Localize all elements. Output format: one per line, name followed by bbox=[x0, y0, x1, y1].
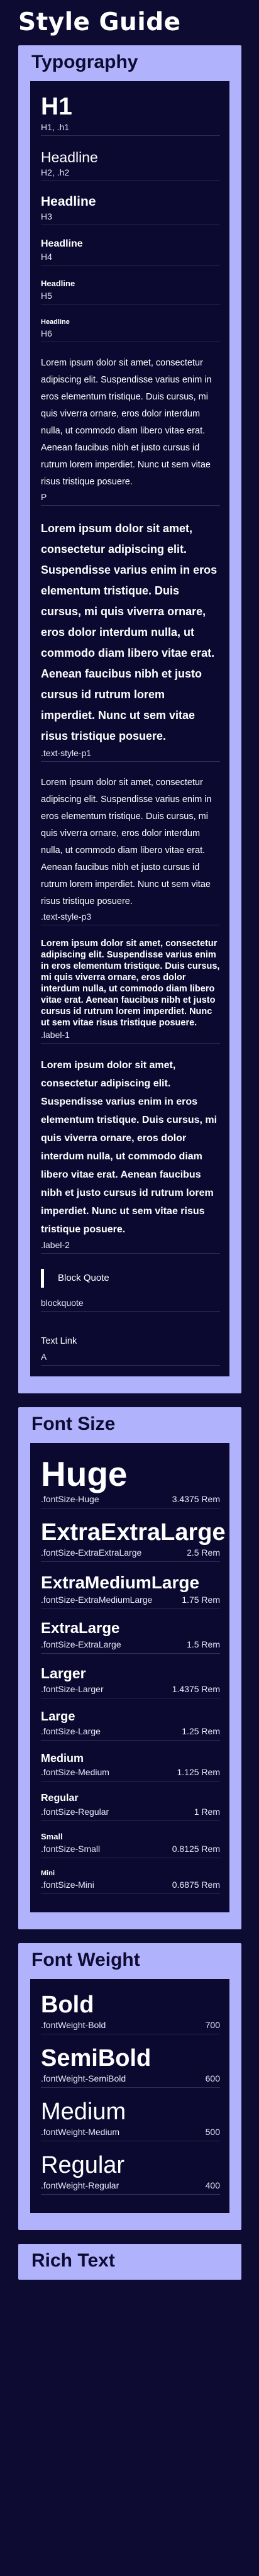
font-size-name: .fontSize-ExtraMediumLarge bbox=[41, 1595, 153, 1605]
page-title: Style Guide bbox=[18, 8, 181, 36]
font-size-sample: ExtraExtraLarge bbox=[41, 1519, 226, 1546]
p3-label: .text-style-p3 bbox=[41, 910, 220, 925]
font-size-value: 1.25 Rem bbox=[182, 1726, 220, 1736]
font-weight-card bbox=[30, 1979, 229, 2213]
font-size-value: 1 Rem bbox=[194, 1807, 220, 1817]
font-size-name: .fontSize-Large bbox=[41, 1726, 101, 1736]
font-size-row bbox=[41, 1683, 220, 1698]
font-size-sample: ExtraMediumLarge bbox=[41, 1573, 200, 1592]
font-weight-name: .fontWeight-SemiBold bbox=[41, 2073, 126, 2083]
h1-sample: H1 bbox=[41, 93, 72, 120]
font-size-section bbox=[18, 1407, 241, 1929]
p-label: P bbox=[41, 491, 220, 506]
font-weight-value: 400 bbox=[205, 2180, 220, 2190]
p1-label: .text-style-p1 bbox=[41, 747, 220, 762]
h6-sample: Headline bbox=[41, 318, 70, 326]
font-weight-sample: Regular bbox=[41, 2152, 125, 2178]
label2-label: .label-2 bbox=[41, 1239, 220, 1254]
font-size-value: 0.8125 Rem bbox=[172, 1844, 220, 1854]
font-size-sample: Small bbox=[41, 1832, 63, 1841]
p1-sample: Lorem ipsum dolor sit amet, consectetur adipiscing elit. Suspendisse varius enim in eros elementum tristique. Duis cursus, mi quis viverra ornare, eros dolor interdum nulla, ut commodo diam libero vitae erat. Aenean faucibus nibh et justo cursus id rutrum lorem imperdiet. Nunc ut sem vitae risus tristique posuere. bbox=[41, 522, 218, 742]
h5-label: H5 bbox=[41, 289, 220, 304]
font-weight-value: 500 bbox=[205, 2127, 220, 2137]
font-weight-row bbox=[41, 2126, 220, 2141]
font-size-row bbox=[41, 1725, 220, 1741]
font-size-title: Font Size bbox=[31, 1413, 116, 1434]
font-size-value: 1.5 Rem bbox=[187, 1639, 220, 1649]
font-weight-value: 600 bbox=[205, 2073, 220, 2083]
typography-card bbox=[30, 81, 229, 1376]
p3-sample: Lorem ipsum dolor sit amet, consectetur adipiscing elit. Suspendisse varius enim in eros elementum tristique. Duis cursus, mi quis viverra ornare, eros dolor interdum nulla, ut commodo diam libero vitae erat. Aenean faucibus nibh et justo cursus id rutrum lorem imperdiet. Nunc ut sem vitae risus tristique posuere. bbox=[41, 778, 212, 906]
font-size-row bbox=[41, 1493, 220, 1508]
font-weight-name: .fontWeight-Regular bbox=[41, 2180, 119, 2190]
label1-sample: Lorem ipsum dolor sit amet, consectetur adipiscing elit. Suspendisse varius enim in eros elementum tristique. Duis cursus, mi quis viverra ornare, eros dolor interdum nulla, ut commodo diam libero vitae erat. Aenean faucibus nibh et justo cursus id rutrum lorem imperdiet. Nunc ut sem vitae risus tristique posuere. bbox=[41, 939, 220, 1028]
font-size-row bbox=[41, 1843, 220, 1858]
font-size-row bbox=[41, 1593, 220, 1609]
font-weight-sample: Medium bbox=[41, 2099, 126, 2125]
font-weight-name: .fontWeight-Medium bbox=[41, 2127, 120, 2137]
h1-label: H1, .h1 bbox=[41, 121, 220, 136]
font-size-sample: Medium bbox=[41, 1752, 84, 1765]
font-weight-sample: Bold bbox=[41, 1992, 94, 2018]
font-weight-title: Font Weight bbox=[31, 1949, 140, 1970]
font-size-value: 1.75 Rem bbox=[182, 1595, 220, 1605]
link-label: A bbox=[41, 1351, 220, 1366]
font-size-name: .fontSize-Larger bbox=[41, 1684, 104, 1694]
font-size-card bbox=[30, 1443, 229, 1912]
font-size-row bbox=[41, 1766, 220, 1781]
h2-sample: Headline bbox=[41, 149, 98, 165]
font-size-name: .fontSize-Small bbox=[41, 1844, 101, 1854]
font-size-sample: Regular bbox=[41, 1793, 79, 1804]
h6-label: H6 bbox=[41, 327, 220, 342]
h4-label: H4 bbox=[41, 250, 220, 265]
h2-label: H2, .h2 bbox=[41, 166, 220, 181]
rich-text-title: Rich Text bbox=[31, 2250, 115, 2271]
font-size-name: .fontSize-ExtraExtraLarge bbox=[41, 1547, 142, 1558]
font-weight-value: 700 bbox=[205, 2020, 220, 2030]
h4-sample: Headline bbox=[41, 238, 83, 249]
text-link[interactable]: Text Link bbox=[41, 1336, 77, 1346]
font-size-value: 0.6875 Rem bbox=[172, 1880, 220, 1890]
font-size-value: 2.5 Rem bbox=[187, 1547, 220, 1558]
font-weight-sample: SemiBold bbox=[41, 2045, 152, 2071]
font-size-row bbox=[41, 1546, 220, 1562]
font-size-name: .fontSize-Medium bbox=[41, 1767, 109, 1777]
p-sample: Lorem ipsum dolor sit amet, consectetur adipiscing elit. Suspendisse varius enim in eros elementum tristique. Duis cursus, mi quis viverra ornare, eros dolor interdum nulla, ut commodo diam libero vitae erat. Aenean faucibus nibh et justo cursus id rutrum lorem imperdiet. Nunc ut sem vitae risus tristique posuere. bbox=[41, 358, 212, 487]
font-size-value: 3.4375 Rem bbox=[172, 1494, 220, 1504]
h3-sample: Headline bbox=[41, 194, 96, 209]
font-weight-row bbox=[41, 2019, 220, 2034]
blockquote-label: blockquote bbox=[41, 1296, 220, 1312]
label2-sample: Lorem ipsum dolor sit amet, consectetur adipiscing elit. Suspendisse varius enim in eros elementum tristique. Duis cursus, mi quis viverra ornare, eros dolor interdum nulla, ut commodo diam libero vitae erat. Aenean faucibus nibh et justo cursus id rutrum lorem imperdiet. Nunc ut sem vitae risus tristique posuere. bbox=[41, 1060, 218, 1235]
blockquote-sample: Block Quote bbox=[41, 1269, 220, 1288]
font-size-row bbox=[41, 1878, 220, 1894]
font-size-sample: Large bbox=[41, 1710, 75, 1724]
typography-section bbox=[18, 45, 241, 1393]
font-size-name: .fontSize-Huge bbox=[41, 1494, 99, 1504]
font-weight-section bbox=[18, 1943, 241, 2230]
h3-label: H3 bbox=[41, 210, 220, 225]
font-size-sample: ExtraLarge bbox=[41, 1620, 120, 1637]
font-size-sample: Larger bbox=[41, 1665, 86, 1681]
label1-label: .label-1 bbox=[41, 1029, 220, 1044]
font-size-value: 1.125 Rem bbox=[177, 1767, 220, 1777]
font-size-name: .fontSize-Mini bbox=[41, 1880, 94, 1890]
font-size-row bbox=[41, 1805, 220, 1821]
typography-title: Typography bbox=[31, 52, 138, 72]
font-size-row bbox=[41, 1638, 220, 1654]
font-size-sample: Huge bbox=[41, 1454, 128, 1493]
font-weight-row bbox=[41, 2072, 220, 2088]
font-size-name: .fontSize-Regular bbox=[41, 1807, 109, 1817]
font-size-name: .fontSize-ExtraLarge bbox=[41, 1639, 121, 1649]
rich-text-section bbox=[18, 2244, 241, 2280]
font-weight-row bbox=[41, 2179, 220, 2195]
font-size-value: 1.4375 Rem bbox=[172, 1684, 220, 1694]
font-size-sample: Mini bbox=[41, 1870, 55, 1877]
h5-sample: Headline bbox=[41, 279, 75, 288]
font-weight-name: .fontWeight-Bold bbox=[41, 2020, 106, 2030]
